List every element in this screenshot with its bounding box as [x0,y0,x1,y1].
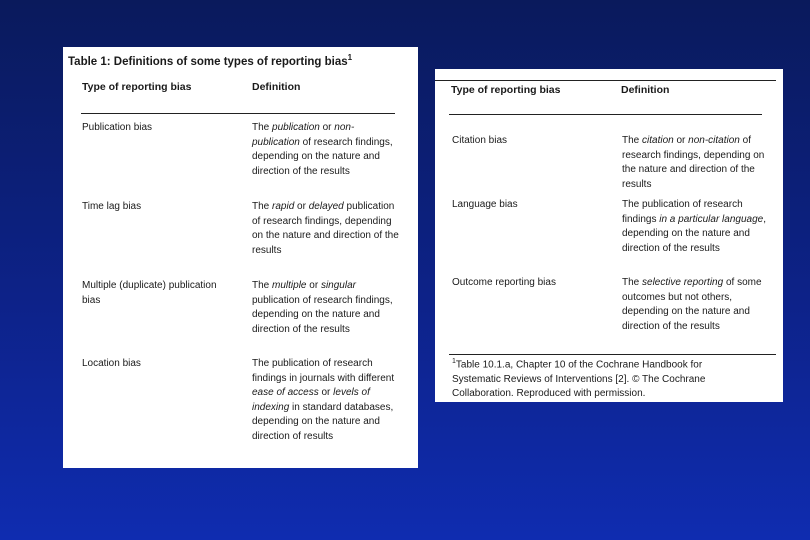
row-definition: The rapid or delayed publication of research findings, depending on the nature and direction of the results [252,201,399,256]
column-header-type: Type of reporting bias [82,81,192,93]
column-header-definition: Definition [252,81,301,93]
title-footnote-marker: 1 [347,53,353,62]
footnote-marker: 1 [452,358,456,365]
row-definition: The citation or non-citation of research findings, depending on the nature and direction of the results [622,135,765,190]
top-rule [435,80,776,81]
right-table-panel [435,69,783,402]
header-rule [449,114,762,115]
row-definition: The publication or non-publication of research findings, depending on the nature and direction of the results [252,122,393,177]
row-type: Citation bias [452,135,508,146]
row-type: Outcome reporting bias [452,277,556,288]
row-definition: The publication of research findings in a particular language, depending on the nature and direction of the results [622,199,766,254]
column-header-type: Type of reporting bias [451,84,561,96]
row-type: Location bias [82,358,141,369]
table-footnote: $^1$Table 10.1.a, Chapter 10 of the Cochrane Handbook for Systematic Reviews of Interventions [2]. © The Cochrane Collaboration. Reproduced with permission. [452,358,706,400]
column-header-definition: Definition [621,84,670,96]
left-table-panel [63,47,418,468]
row-type: Publication bias [82,122,153,133]
row-definition: The selective reporting of some outcomes but not others, depending on the nature and direction of the results [622,277,762,332]
row-type: Multiple (duplicate) publication bias [82,280,217,306]
table-title: Table 1: Definitions of some types of reporting bias$^1$ [68,53,353,68]
row-type: Language bias [452,199,518,210]
header-rule [81,113,395,114]
row-definition: The publication of research findings in journals with different ease of access or levels of indexing in standard databases, depending on the nature and direction of results [252,358,395,442]
row-type: Time lag bias [82,201,142,212]
row-definition: The multiple or singular publication of research findings, depending on the nature and direction of the results [252,280,393,335]
